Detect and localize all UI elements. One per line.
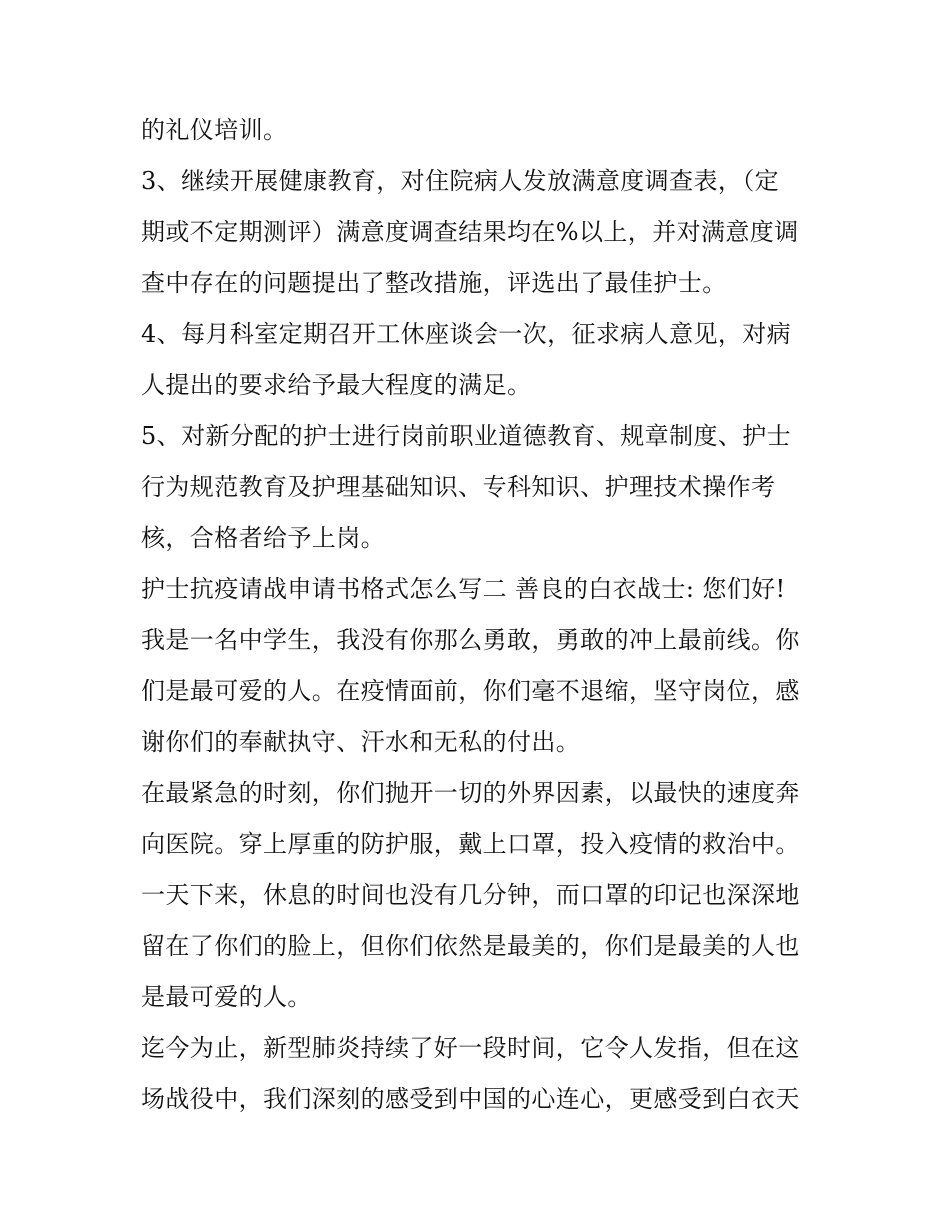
text-line: 迄今为止，新型肺炎持续了好一段时间，它令人发指，但在这 [141,1034,800,1062]
text-line: 5、对新分配的护士进行岗前职业道德教育、规章制度、护士 [141,422,792,450]
text-line: 留在了你们的脸上，但你们依然是最美的，你们是最美的人也 [141,932,800,960]
text-line: 是最可爱的人。 [141,983,312,1011]
text-line: 在最紧急的时刻，你们抛开一切的外界因素，以最快的速度奔 [141,779,800,807]
text-line: 的礼仪培训。 [141,116,288,144]
text-line: 向医院。穿上厚重的防护服，戴上口罩，投入疫情的救治中。 [141,830,800,858]
text-line: 我是一名中学生，我没有你那么勇敢，勇敢的冲上最前线。你 [141,626,800,654]
section-heading-line: 护士抗疫请战申请书格式怎么写二 善良的白衣战士: 您们好! [141,575,786,603]
text-line: 人提出的要求给予最大程度的满足。 [141,371,532,399]
text-line: 查中存在的问题提出了整改措施，评选出了最佳护士。 [141,269,727,297]
text-line: 行为规范教育及护理基础知识、专科知识、护理技术操作考 [141,473,776,501]
text-line: 3、继续开展健康教育，对住院病人发放满意度调查表，（定 [141,167,780,195]
document-body [141,110,821,1130]
text-line: 4、每月科室定期召开工休座谈会一次，征求病人意见，对病 [141,320,792,348]
text-line: 期或不定期测评）满意度调查结果均在%以上，并对满意度调 [141,218,799,246]
text-line: 们是最可爱的人。在疫情面前，你们毫不退缩，坚守岗位，感 [141,677,800,705]
text-line: 谢你们的奉献执守、汗水和无私的付出。 [141,728,581,756]
text-line: 场战役中，我们深刻的感受到中国的心连心，更感受到白衣天 [141,1085,800,1113]
text-line: 核，合格者给予上岗。 [141,524,385,552]
text-line: 一天下来，休息的时间也没有几分钟，而口罩的印记也深深地 [141,881,800,909]
